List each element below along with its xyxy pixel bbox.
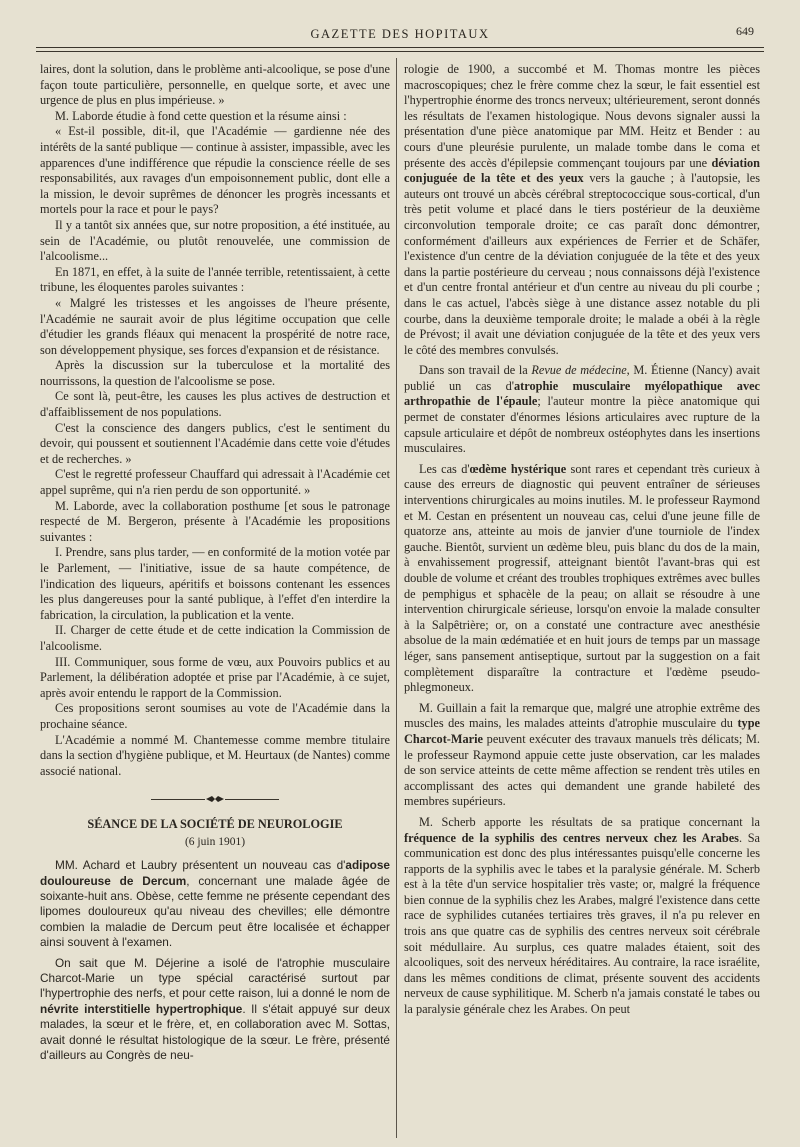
paragraph: On sait que M. Déjerine a isolé de l'atrophie musculaire Charcot-Marie un type spécial caractérisé surtout par l'hypertrophie des nerfs, et pour cette raison, lui a donné le nom de névrite interstitielle hypertrophique. Il s'était appuyé sur deux malades, la sœur et le frère, et, en collaboration avec M. Sottas, avait donné le résultat histologique de la sœur. Le frère, présenté d'ailleurs au Congrès de neu- xyxy=(40,955,390,1062)
paragraph: Ce sont là, peut-être, les causes les plus actives de destruction et d'affaiblissement de nos populations. xyxy=(40,389,390,420)
left-column xyxy=(40,62,390,1134)
paragraph: III. Communiquer, sous forme de vœu, aux Pouvoirs publics et au Parlement, la délibération adoptée et prise par l'Académie, à ce sujet, après avoir entendu le rapport de la Commission. xyxy=(40,654,390,700)
paragraph: MM. Achard et Laubry présentent un nouveau cas d'adipose douloureuse de Dercum, concernant une malade âgée de soixante-huit ans. Obèse, cette femme ne présente cependant des lipomes douloureux qu'au niveau des chevilles; elle démontre combien la maladie de Dercum peut être localisée et échapper ainsi souvent à l'examen. xyxy=(40,858,390,950)
paragraph: Il y a tantôt six années que, sur notre proposition, a été instituée, au sein de l'Académie, ou plutôt renouvelée, une commission de l'alcoolisme... xyxy=(40,217,390,264)
journal-title: GAZETTE DES HOPITAUX xyxy=(310,27,490,41)
paragraph: En 1871, en effet, à la suite de l'année terrible, retentissaient, à cette tribune, les éloquentes paroles suivantes : xyxy=(40,264,390,295)
section-date: (6 juin 1901) xyxy=(184,835,246,848)
bold-term: œdème hystérique xyxy=(469,461,567,476)
header-rule-thin xyxy=(36,51,764,52)
paragraph: rologie de 1900, a succombé et M. Thomas montre les pièces macroscopiques; chez le frère comme chez la sœur, le fait essentiel est l'hypertrophie énorme des troncs nerveux; ultérieurement, seront donnés les résultats de l'examen histologique. Nous devons signaler aussi la présentation d'une pièce anatomique par MM. Heitz et Bender : au cours d'une pleurésie purulente, un malade tombe dans le coma et présente des accès d'épilepsie commençant toujours par une déviation conjuguée de la tête et des yeux vers la gauche ; à l'autopsie, les auteurs ont trouvé un abcès cérébral streptococcique sous-cortical, d'un très petit volume et placé dans le tiers postérieur de la deuxième circonvolution temporale droite; ce cas paraît donc démontrer, conformément d'ailleurs aux expériences de Ferrier et de Schäfer, l'existence d'un centre de la déviation conjuguée de la tête et des yeux dans la partie postérieure du cerveau ; nous connaissons déjà l'existence et d'un centre frontal antérieur et d'un centre au niveau du pli courbe ; dans le cas actuel, l'abcès siège à une distance assez notable du pli courbe, dans la deuxième temporale droite; le malade a obéi à la règle de Prévost; il avait une déviation conjuguée de la tête et des yeux vers le côté des membres convulsés. xyxy=(404,62,760,357)
section-heading: SÉANCE DE LA SOCIÉTÉ DE NEUROLOGIE xyxy=(87,816,343,831)
paragraph: laires, dont la solution, dans le problème anti-alcoolique, se pose d'une façon toute particulière, personnelle, en quelque sorte, et avec une urgence de plus en plus impérieuse. » xyxy=(40,62,390,108)
paragraph: « Malgré les tristesses et les angoisses de l'heure présente, l'Académie ne saurait avoir de plus légitime occupation que celle d'étudier les grands fléaux qui menacent la prospérité de notre race, son développement physique, ses forces d'expansion et de résistance. xyxy=(40,295,390,357)
italic-title: Revue de médecine xyxy=(531,363,627,378)
paragraph: « Est-il possible, dit-il, que l'Académie — gardienne née des intérêts de la santé publique — continue à assister, impassible, avec les apparences d'une indifférence que répudie la conscience réelle de ses responsabilités, aux ravages d'un empoisonnement public, dont elle a la mission, le devoir suprêmes de dénoncer les progrès incessants et mortels pour la race et pour le pays? xyxy=(40,124,390,217)
paragraph: M. Scherb apporte les résultats de sa pratique concernant la fréquence de la syphilis des centres nerveux chez les Arabes. Sa communication est donc des plus intéressantes puisqu'elle concerne les rapports de la syphilis avec le tabes et la paralysie générale. M. Scherb est à la tête d'un service hospitalier très vaste; or, malgré la fréquence bien connue de la syphilis chez les Arabes, malgré l'existence dans cette race de syphilides cutanées tertiaires très graves, il n'a pu relever en trois ans que quatre cas de syphilis des centres nerveux soit cérébrale soit médullaire. Au surplus, ces quatre malades étaient, soit des alcooliques, soit des nerveux héréditaires. Au contraire, la race israélite, dans les mêmes conditions de climat, présente souvent des accidents nerveux de cause syphilitique. M. Scherb n'a jamais constaté le tabes ou la paralysie générale chez les Arabes. On peut xyxy=(404,814,760,1017)
paragraph: M. Laborde, avec la collaboration posthume [et sous le patronage respecté de M. Bergeron, présente à l'Académie les propositions suivantes : xyxy=(40,498,390,544)
bold-term: type Charcot-Marie xyxy=(404,716,760,746)
bold-term: fréquence de la syphilis des centres nerveux chez les Arabes xyxy=(404,830,739,845)
paragraph: L'Académie a nommé M. Chantemesse comme membre titulaire dans la section d'hygiène publique, et M. Heurtaux (de Nantes) comme associé national. xyxy=(40,732,390,778)
header-rule-thick xyxy=(36,47,764,48)
column-divider xyxy=(396,58,397,1138)
bold-term: névrite interstitielle hypertrophique xyxy=(40,1001,243,1016)
paragraph: M. Guillain a fait la remarque que, malgré une atrophie extrême des muscles des mains, les malades atteints d'atrophie musculaire du type Charcot-Marie peuvent exécuter des travaux manuels très délicats; M. le professeur Raymond appuie cette juste observation, car les malades de son service atteints de cette même affection se rendent très utiles en accomplissant des actes qui demandent une grande habileté des membres supérieurs. xyxy=(404,700,760,809)
paragraph: C'est le regretté professeur Chauffard qui adressait à l'Académie cet appel suprême, qui n'a rien perdu de son opportunité. » xyxy=(40,467,390,498)
bold-term: adipose douloureuse de Dercum xyxy=(40,858,390,888)
paragraph: Ces propositions seront soumises au vote de l'Académie dans la prochaine séance. xyxy=(40,701,390,731)
paragraph: II. Charger de cette étude et de cette indication la Commission de l'alcoolisme. xyxy=(40,623,390,653)
right-column xyxy=(404,62,760,1134)
paragraph: C'est la conscience des dangers publics, c'est le sentiment du devoir, qui poussent et soutiennent l'Académie dans cette voie d'études et de recherches. » xyxy=(40,420,390,466)
paragraph: Dans son travail de la Revue de médecine, M. Étienne (Nancy) avait publié un cas d'atrophie musculaire myélopathique avec arthropathie de l'épaule; l'auteur montre la pièce anatomique qui permet de constater d'énormes lésions articulaires avec rupture de la capsule articulaire et dépôt de nombreux ostéophytes dans les insertions musculaires. xyxy=(404,363,760,456)
page-number: 649 xyxy=(736,24,754,38)
section-ornament xyxy=(40,791,390,807)
paragraph: M. Laborde étudie à fond cette question et la résume ainsi : xyxy=(55,108,347,123)
bold-term: déviation conjuguée de la tête et des yeux xyxy=(404,155,760,186)
paragraph: I. Prendre, sans plus tarder, — en conformité de la motion votée par le Parlement, — l'initiative, issue de sa haute compétence, de l'indication des liqueurs, apéritifs et boissons contenant les essences les plus dangereuses pour la santé publique, à l'effet d'en interdire la fabrication, la circulation, la publication et la vente. xyxy=(40,545,390,622)
bold-term: atrophie musculaire myélopathique avec arthropathie de l'épaule xyxy=(404,378,760,409)
paragraph: Après la discussion sur la tuberculose et la mortalité des nourrissons, la question de l'alcoolisme se pose. xyxy=(40,358,390,388)
paragraph: Les cas d'œdème hystérique sont rares et cependant très curieux à cause des erreurs de diagnostic qui peuvent entraîner de sérieuses interventions chirurgicales au moins inutiles. M. le professeur Raymond et M. Cestan en présentent un nouveau cas, celui d'une jeune fille de quatorze ans, atteinte au mois de janvier d'une tourniole de l'index gauche. Bientôt, survient un œdème bleu, puis blanc du dos de la main, à envahissement progressif, atteignant bientôt l'avant-bras qui est double de volume et créant des troubles trophiques extrêmes avec bulles de pemphigus et sphacèle de la peau; on allait se résoudre à une intervention chirurgicale sérieuse, lorsqu'on envoie la malade consulter à la Salpêtrière; or, on a constaté une contracture avec anesthésie absolue de la main œdématiée et en huit jours de temps par un massage léger, sans pansement antiseptique, surtout par la suggestion on a fait complètement disparaître la contracture et l'œdème pseudo-phlegmoneux. xyxy=(404,461,760,695)
